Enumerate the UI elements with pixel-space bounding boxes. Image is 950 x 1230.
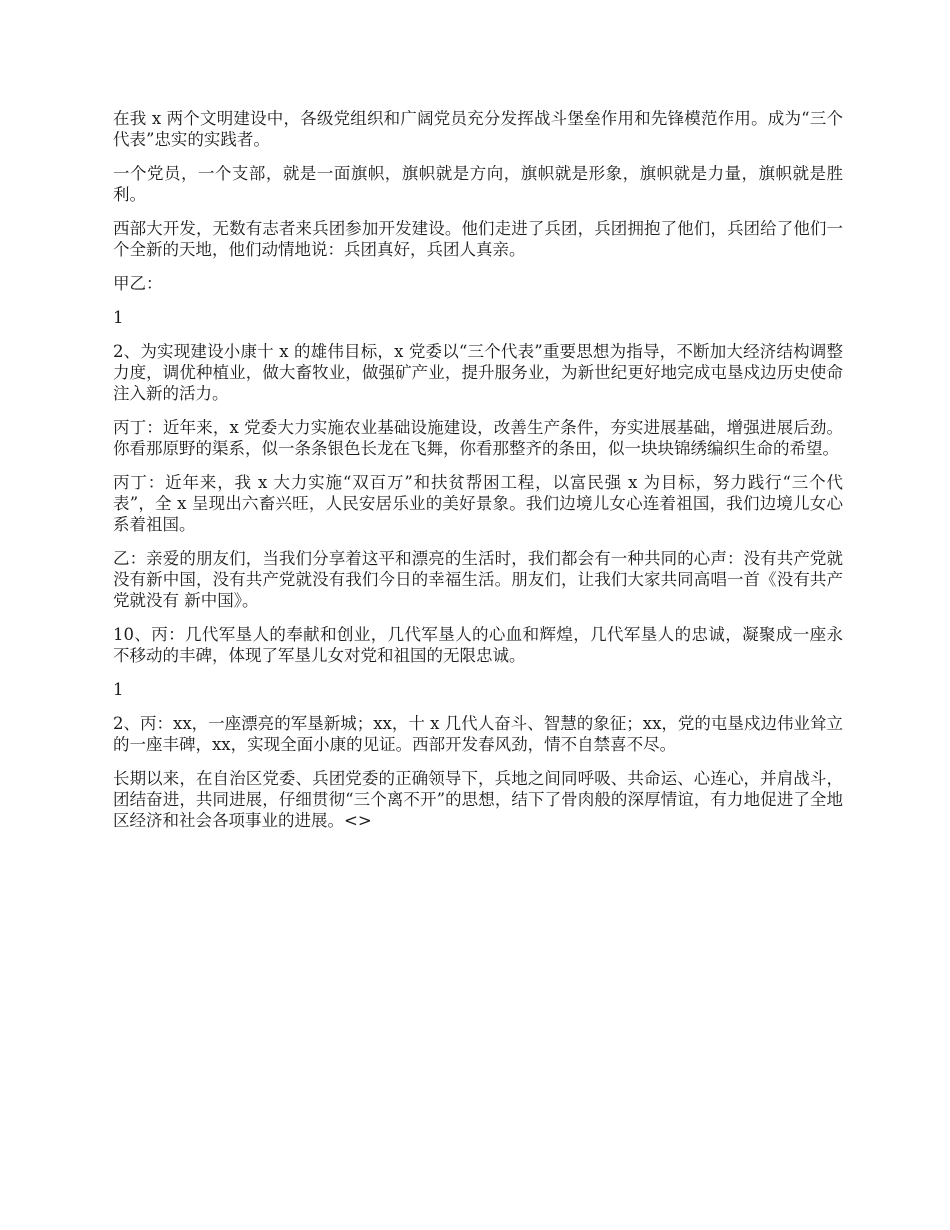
document-body — [113, 108, 843, 844]
paragraph-12: 2、丙：xx，一座漂亮的军垦新城；xx，十 x 几代人奋斗、智慧的象征；xx，党的屯垦戍边伟业耸立的一座丰碑，xx，实现全面小康的见证。西部开发春风劲，情不自禁喜不尽。 — [113, 714, 843, 754]
paragraph-2: 一个党员，一个支部，就是一面旗帜，旗帜就是方向，旗帜就是形象，旗帜就是力量，旗帜就是胜利。 — [113, 164, 843, 204]
paragraph-8: 丙丁：近年来，我 x 大力实施“双百万”和扶贫帮困工程，以富民强 x 为目标，努力践行“三个代表”，全 x 呈现出六畜兴旺，人民安居乐业的美好景象。我们边境儿女心连着祖国，我们边境儿女心系着祖国。 — [113, 473, 843, 534]
paragraph-3: 西部大开发，无数有志者来兵团参加开发建设。他们走进了兵团，兵团拥抱了他们，兵团给了他们一个全新的天地，他们动情地说：兵团真好，兵团人真亲。 — [113, 219, 843, 259]
paragraph-7: 丙丁：近年来，x 党委大力实施农业基础设施建设，改善生产条件，夯实进展基础，增强进展后劲。你看那原野的渠系，似一条条银色长龙在飞舞，你看那整齐的条田，似一块块锦绣编织生命的希望。 — [113, 418, 843, 458]
paragraph-5: 1 — [113, 308, 124, 327]
paragraph-1: 在我 x 两个文明建设中，各级党组织和广阔党员充分发挥战斗堡垒作用和先锋模范作用。成为“三个代表”忠实的实践者。 — [113, 109, 843, 149]
paragraph-4: 甲乙： — [113, 274, 163, 293]
paragraph-9: 乙：亲爱的朋友们，当我们分享着这平和漂亮的生活时，我们都会有一种共同的心声：没有共产党就没有新中国，没有共产党就没有我们今日的幸福生活。朋友们，让我们大家共同高唱一首《没有共产党就没有 新中国》。 — [113, 549, 843, 610]
paragraph-11: 1 — [113, 680, 124, 699]
paragraph-10: 10、丙：几代军垦人的奉献和创业，几代军垦人的心血和辉煌，几代军垦人的忠诚，凝聚成一座永不移动的丰碑，体现了军垦儿女对党和祖国的无限忠诚。 — [113, 625, 843, 665]
paragraph-6: 2、为实现建设小康十 x 的雄伟目标，x 党委以“三个代表”重要思想为指导，不断加大经济结构调整力度，调优种植业，做大畜牧业，做强矿产业，提升服务业，为新世纪更好地完成屯垦戍边历史使命注入新的活力。 — [113, 342, 843, 403]
paragraph-13: 长期以来，在自治区党委、兵团党委的正确领导下，兵地之间同呼吸、共命运、心连心，并肩战斗，团结奋进，共同进展，仔细贯彻“三个离不开”的思想，结下了骨肉般的深厚情谊，有力地促进了全地区经济和社会各项事业的进展。<> — [113, 769, 843, 830]
